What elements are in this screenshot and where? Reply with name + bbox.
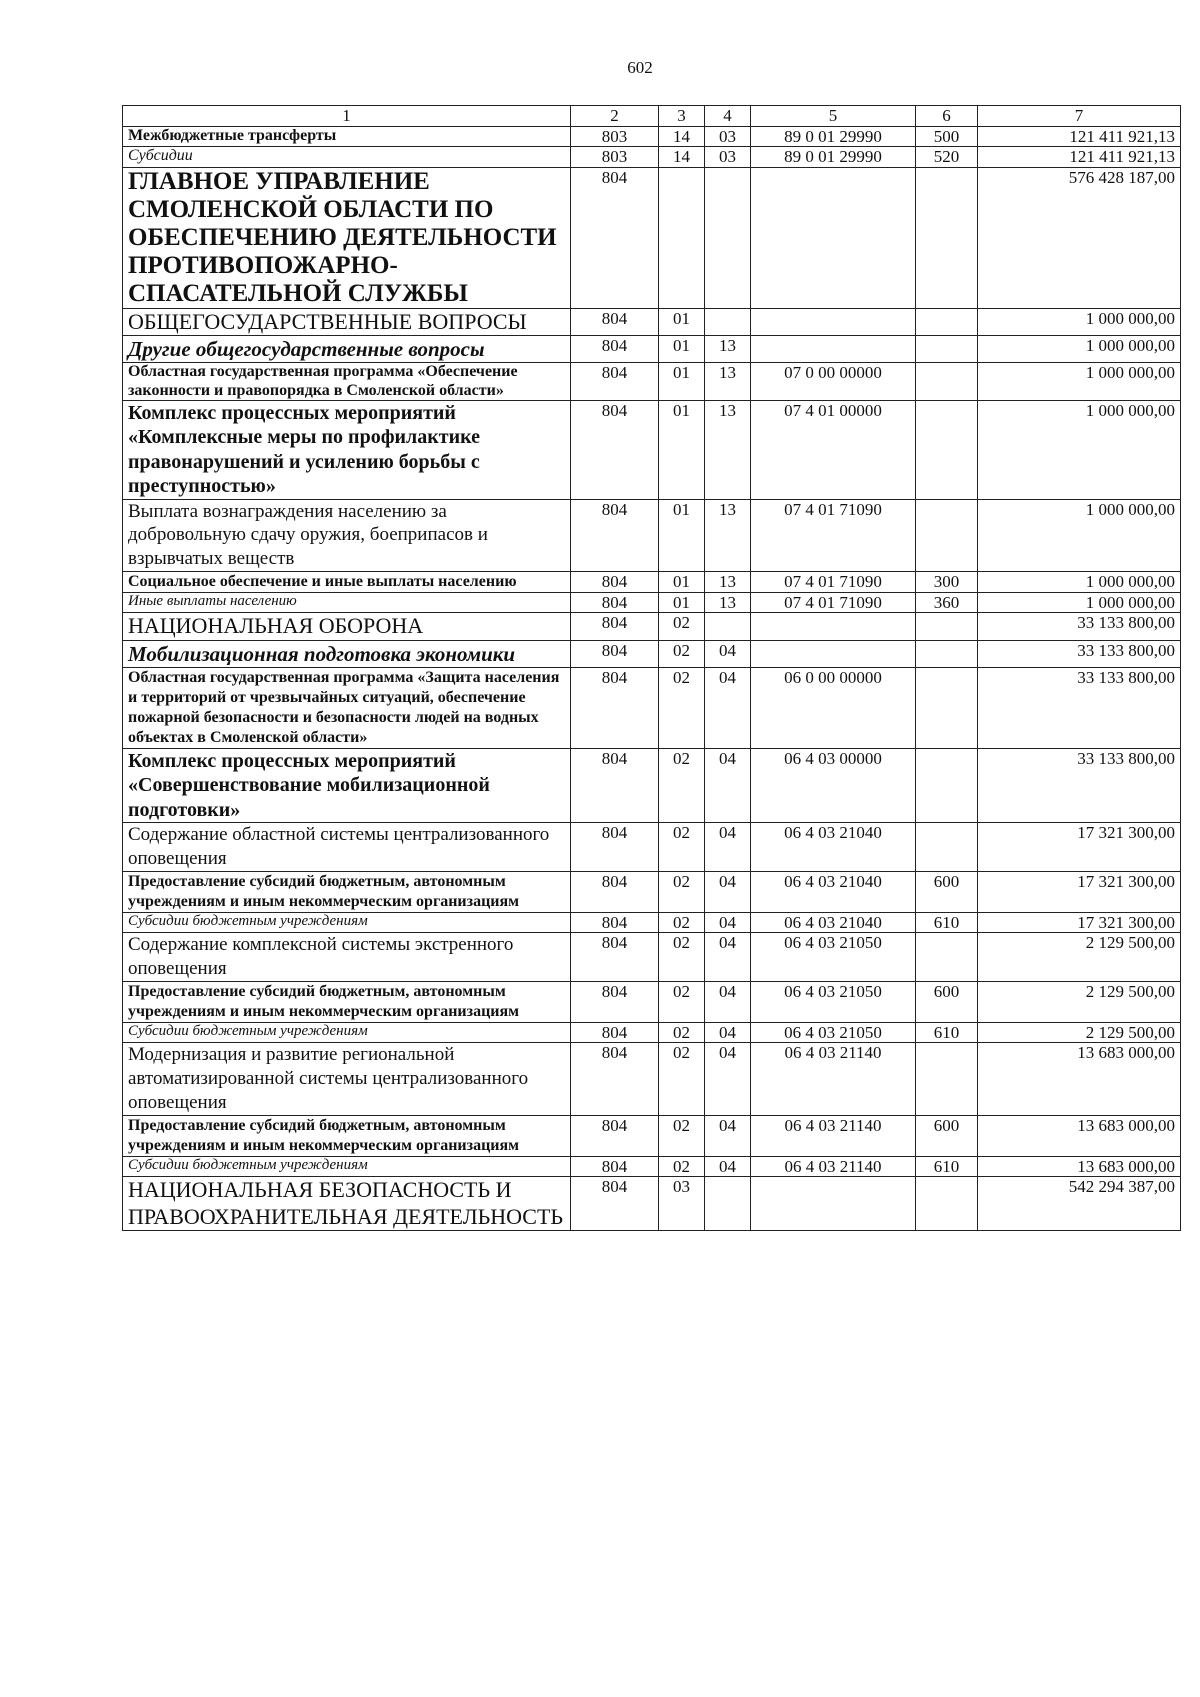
section-code-cell: 01 [659,363,705,401]
section-code-cell: 02 [659,871,705,912]
amount-cell: 13 683 000,00 [978,1043,1181,1115]
admin-code-cell: 804 [571,823,659,872]
section-code-cell: 02 [659,912,705,933]
table-row [123,912,1181,933]
target-article-cell: 07 4 01 71090 [751,499,916,571]
section-code-cell: 02 [659,668,705,749]
subsection-code-cell: 13 [705,363,751,401]
expense-type-cell: 610 [916,912,978,933]
admin-code-cell: 804 [571,640,659,667]
expense-type-cell [916,308,978,335]
amount-cell: 1 000 000,00 [978,401,1181,500]
table-row [123,1043,1181,1115]
item-name-cell: Областная государственная программа «Обеспечение законности и правопорядка в Смоленской области» [123,363,571,401]
amount-cell: 121 411 921,13 [978,126,1181,147]
expense-type-cell: 600 [916,981,978,1022]
admin-code-cell: 804 [571,336,659,363]
item-name-cell: Субсидии бюджетным учреждениям [123,912,571,933]
subsection-code-cell: 04 [705,1022,751,1043]
admin-code-cell: 804 [571,912,659,933]
admin-code-cell: 804 [571,933,659,982]
amount-cell: 1 000 000,00 [978,336,1181,363]
page-number: 602 [627,58,653,77]
expense-type-cell: 610 [916,1022,978,1043]
expense-type-cell [916,640,978,667]
item-name-cell: Комплекс процессных мероприятий «Комплексные меры по профилактике правонарушений и усилению борьбы с преступностью» [123,401,571,500]
amount-cell: 1 000 000,00 [978,308,1181,335]
subsection-code-cell: 04 [705,640,751,667]
amount-cell: 17 321 300,00 [978,912,1181,933]
target-article-cell: 07 4 01 71090 [751,592,916,613]
subsection-code-cell [705,308,751,335]
item-name-cell: Содержание областной системы централизованного оповещения [123,823,571,872]
target-article-cell [751,336,916,363]
admin-code-cell: 804 [571,981,659,1022]
header-cell: 2 [571,106,659,127]
amount-cell: 121 411 921,13 [978,147,1181,168]
subsection-code-cell: 04 [705,1156,751,1177]
table-row [123,126,1181,147]
amount-cell: 33 133 800,00 [978,613,1181,640]
item-name-cell: Комплекс процессных мероприятий «Совершенствование мобилизационной подготовки» [123,749,571,823]
table-row [123,363,1181,401]
target-article-cell: 06 4 03 21140 [751,1043,916,1115]
section-code-cell: 02 [659,823,705,872]
admin-code-cell: 804 [571,592,659,613]
section-code-cell: 14 [659,126,705,147]
expense-type-cell: 360 [916,592,978,613]
table-row [123,147,1181,168]
expense-type-cell [916,933,978,982]
amount-cell: 542 294 387,00 [978,1177,1181,1231]
section-code-cell: 02 [659,749,705,823]
expense-type-cell: 610 [916,1156,978,1177]
subsection-code-cell: 04 [705,668,751,749]
target-article-cell: 89 0 01 29990 [751,147,916,168]
amount-cell: 17 321 300,00 [978,823,1181,872]
target-article-cell [751,308,916,335]
subsection-code-cell: 04 [705,823,751,872]
table-row [123,308,1181,335]
target-article-cell: 06 4 03 21050 [751,933,916,982]
item-name-cell: Социальное обеспечение и иные выплаты населению [123,571,571,592]
amount-cell: 1 000 000,00 [978,592,1181,613]
admin-code-cell: 804 [571,613,659,640]
header-cell: 5 [751,106,916,127]
admin-code-cell: 804 [571,401,659,500]
item-name-cell: ГЛАВНОЕ УПРАВЛЕНИЕ СМОЛЕНСКОЙ ОБЛАСТИ ПО ОБЕСПЕЧЕНИЮ ДЕЯТЕЛЬНОСТИ ПРОТИВОПОЖАРНО-СПАСАТЕЛЬНОЙ СЛУЖБЫ [123,167,571,308]
subsection-code-cell: 03 [705,147,751,168]
subsection-code-cell: 04 [705,912,751,933]
table-row [123,668,1181,749]
expense-type-cell [916,401,978,500]
target-article-cell: 06 4 03 21050 [751,1022,916,1043]
admin-code-cell: 804 [571,571,659,592]
table-row [123,336,1181,363]
item-name-cell: НАЦИОНАЛЬНАЯ ОБОРОНА [123,613,571,640]
expense-type-cell [916,336,978,363]
amount-cell: 2 129 500,00 [978,981,1181,1022]
table-row [123,871,1181,912]
expense-type-cell [916,823,978,872]
item-name-cell: Мобилизационная подготовка экономики [123,640,571,667]
table-row [123,933,1181,982]
header-cell: 6 [916,106,978,127]
subsection-code-cell: 13 [705,499,751,571]
table-row [123,1115,1181,1156]
expense-type-cell [916,749,978,823]
section-code-cell: 01 [659,499,705,571]
item-name-cell: Другие общегосударственные вопросы [123,336,571,363]
target-article-cell [751,167,916,308]
admin-code-cell: 804 [571,1043,659,1115]
subsection-code-cell: 13 [705,592,751,613]
admin-code-cell: 804 [571,1156,659,1177]
expense-type-cell [916,1177,978,1231]
table-row [123,1022,1181,1043]
admin-code-cell: 804 [571,871,659,912]
target-article-cell [751,640,916,667]
expense-type-cell: 600 [916,1115,978,1156]
section-code-cell: 14 [659,147,705,168]
amount-cell: 2 129 500,00 [978,1022,1181,1043]
table-row [123,571,1181,592]
admin-code-cell: 803 [571,126,659,147]
table-row [123,592,1181,613]
item-name-cell: Иные выплаты населению [123,592,571,613]
amount-cell: 2 129 500,00 [978,933,1181,982]
section-code-cell: 01 [659,592,705,613]
table-row [123,640,1181,667]
item-name-cell: Выплата вознаграждения населению за добровольную сдачу оружия, боеприпасов и взрывчатых веществ [123,499,571,571]
expense-type-cell [916,363,978,401]
subsection-code-cell [705,1177,751,1231]
subsection-code-cell: 04 [705,749,751,823]
item-name-cell: Содержание комплексной системы экстренного оповещения [123,933,571,982]
subsection-code-cell: 04 [705,981,751,1022]
section-code-cell [659,167,705,308]
admin-code-cell: 804 [571,1022,659,1043]
table-row [123,981,1181,1022]
admin-code-cell: 803 [571,147,659,168]
section-code-cell: 02 [659,1115,705,1156]
amount-cell: 33 133 800,00 [978,749,1181,823]
item-name-cell: Модернизация и развитие региональной автоматизированной системы централизованного оповещения [123,1043,571,1115]
table-row [123,1177,1181,1231]
amount-cell: 576 428 187,00 [978,167,1181,308]
table-row [123,749,1181,823]
target-article-cell: 06 4 03 21140 [751,1115,916,1156]
header-cell: 3 [659,106,705,127]
table-row [123,167,1181,308]
subsection-code-cell: 04 [705,871,751,912]
item-name-cell: Предоставление субсидий бюджетным, автономным учреждениям и иным некоммерческим организациям [123,981,571,1022]
subsection-code-cell [705,167,751,308]
section-code-cell: 02 [659,613,705,640]
table-row [123,613,1181,640]
item-name-cell: Предоставление субсидий бюджетным, автономным учреждениям и иным некоммерческим организациям [123,1115,571,1156]
header-cell: 4 [705,106,751,127]
target-article-cell: 06 4 03 21040 [751,871,916,912]
admin-code-cell: 804 [571,1177,659,1231]
expense-type-cell: 600 [916,871,978,912]
section-code-cell: 01 [659,308,705,335]
item-name-cell: Субсидии [123,147,571,168]
target-article-cell: 06 4 03 21040 [751,823,916,872]
amount-cell: 33 133 800,00 [978,668,1181,749]
amount-cell: 13 683 000,00 [978,1156,1181,1177]
table-row [123,823,1181,872]
target-article-cell [751,1177,916,1231]
item-name-cell: Субсидии бюджетным учреждениям [123,1022,571,1043]
expense-type-cell: 300 [916,571,978,592]
amount-cell: 33 133 800,00 [978,640,1181,667]
item-name-cell: ОБЩЕГОСУДАРСТВЕННЫЕ ВОПРОСЫ [123,308,571,335]
table-row [123,1156,1181,1177]
section-code-cell: 02 [659,1043,705,1115]
subsection-code-cell: 13 [705,336,751,363]
section-code-cell: 02 [659,640,705,667]
header-row [123,106,1181,127]
admin-code-cell: 804 [571,167,659,308]
expense-type-cell [916,167,978,308]
expense-type-cell: 500 [916,126,978,147]
section-code-cell: 03 [659,1177,705,1231]
target-article-cell: 06 0 00 00000 [751,668,916,749]
section-code-cell: 01 [659,571,705,592]
target-article-cell: 89 0 01 29990 [751,126,916,147]
subsection-code-cell: 04 [705,1115,751,1156]
admin-code-cell: 804 [571,499,659,571]
admin-code-cell: 804 [571,1115,659,1156]
amount-cell: 17 321 300,00 [978,871,1181,912]
target-article-cell: 07 4 01 00000 [751,401,916,500]
expense-type-cell [916,613,978,640]
admin-code-cell: 804 [571,308,659,335]
target-article-cell: 06 4 03 00000 [751,749,916,823]
subsection-code-cell: 13 [705,571,751,592]
item-name-cell: Областная государственная программа «Защита населения и территорий от чрезвычайных ситуаций, обеспечение пожарной безопасности и безопасности людей на водных объектах в Смоленской области» [123,668,571,749]
admin-code-cell: 804 [571,749,659,823]
item-name-cell: Субсидии бюджетным учреждениям [123,1156,571,1177]
section-code-cell: 02 [659,981,705,1022]
amount-cell: 1 000 000,00 [978,571,1181,592]
section-code-cell: 02 [659,1156,705,1177]
subsection-code-cell [705,613,751,640]
amount-cell: 13 683 000,00 [978,1115,1181,1156]
amount-cell: 1 000 000,00 [978,363,1181,401]
section-code-cell: 02 [659,933,705,982]
table-row [123,499,1181,571]
expense-type-cell [916,1043,978,1115]
target-article-cell: 06 4 03 21050 [751,981,916,1022]
target-article-cell: 07 4 01 71090 [751,571,916,592]
admin-code-cell: 804 [571,363,659,401]
item-name-cell: Предоставление субсидий бюджетным, автономным учреждениям и иным некоммерческим организациям [123,871,571,912]
amount-cell: 1 000 000,00 [978,499,1181,571]
admin-code-cell: 804 [571,668,659,749]
target-article-cell: 07 0 00 00000 [751,363,916,401]
header-cell: 7 [978,106,1181,127]
section-code-cell: 01 [659,336,705,363]
expense-type-cell [916,499,978,571]
section-code-cell: 01 [659,401,705,500]
expense-type-cell: 520 [916,147,978,168]
item-name-cell: НАЦИОНАЛЬНАЯ БЕЗОПАСНОСТЬ И ПРАВООХРАНИТЕЛЬНАЯ ДЕЯТЕЛЬНОСТЬ [123,1177,571,1231]
budget-table [122,105,1181,1231]
table-row [123,401,1181,500]
section-code-cell: 02 [659,1022,705,1043]
item-name-cell: Межбюджетные трансферты [123,126,571,147]
target-article-cell: 06 4 03 21040 [751,912,916,933]
expense-type-cell [916,668,978,749]
subsection-code-cell: 13 [705,401,751,500]
subsection-code-cell: 04 [705,933,751,982]
subsection-code-cell: 04 [705,1043,751,1115]
subsection-code-cell: 03 [705,126,751,147]
target-article-cell [751,613,916,640]
target-article-cell: 06 4 03 21140 [751,1156,916,1177]
header-cell: 1 [123,106,571,127]
